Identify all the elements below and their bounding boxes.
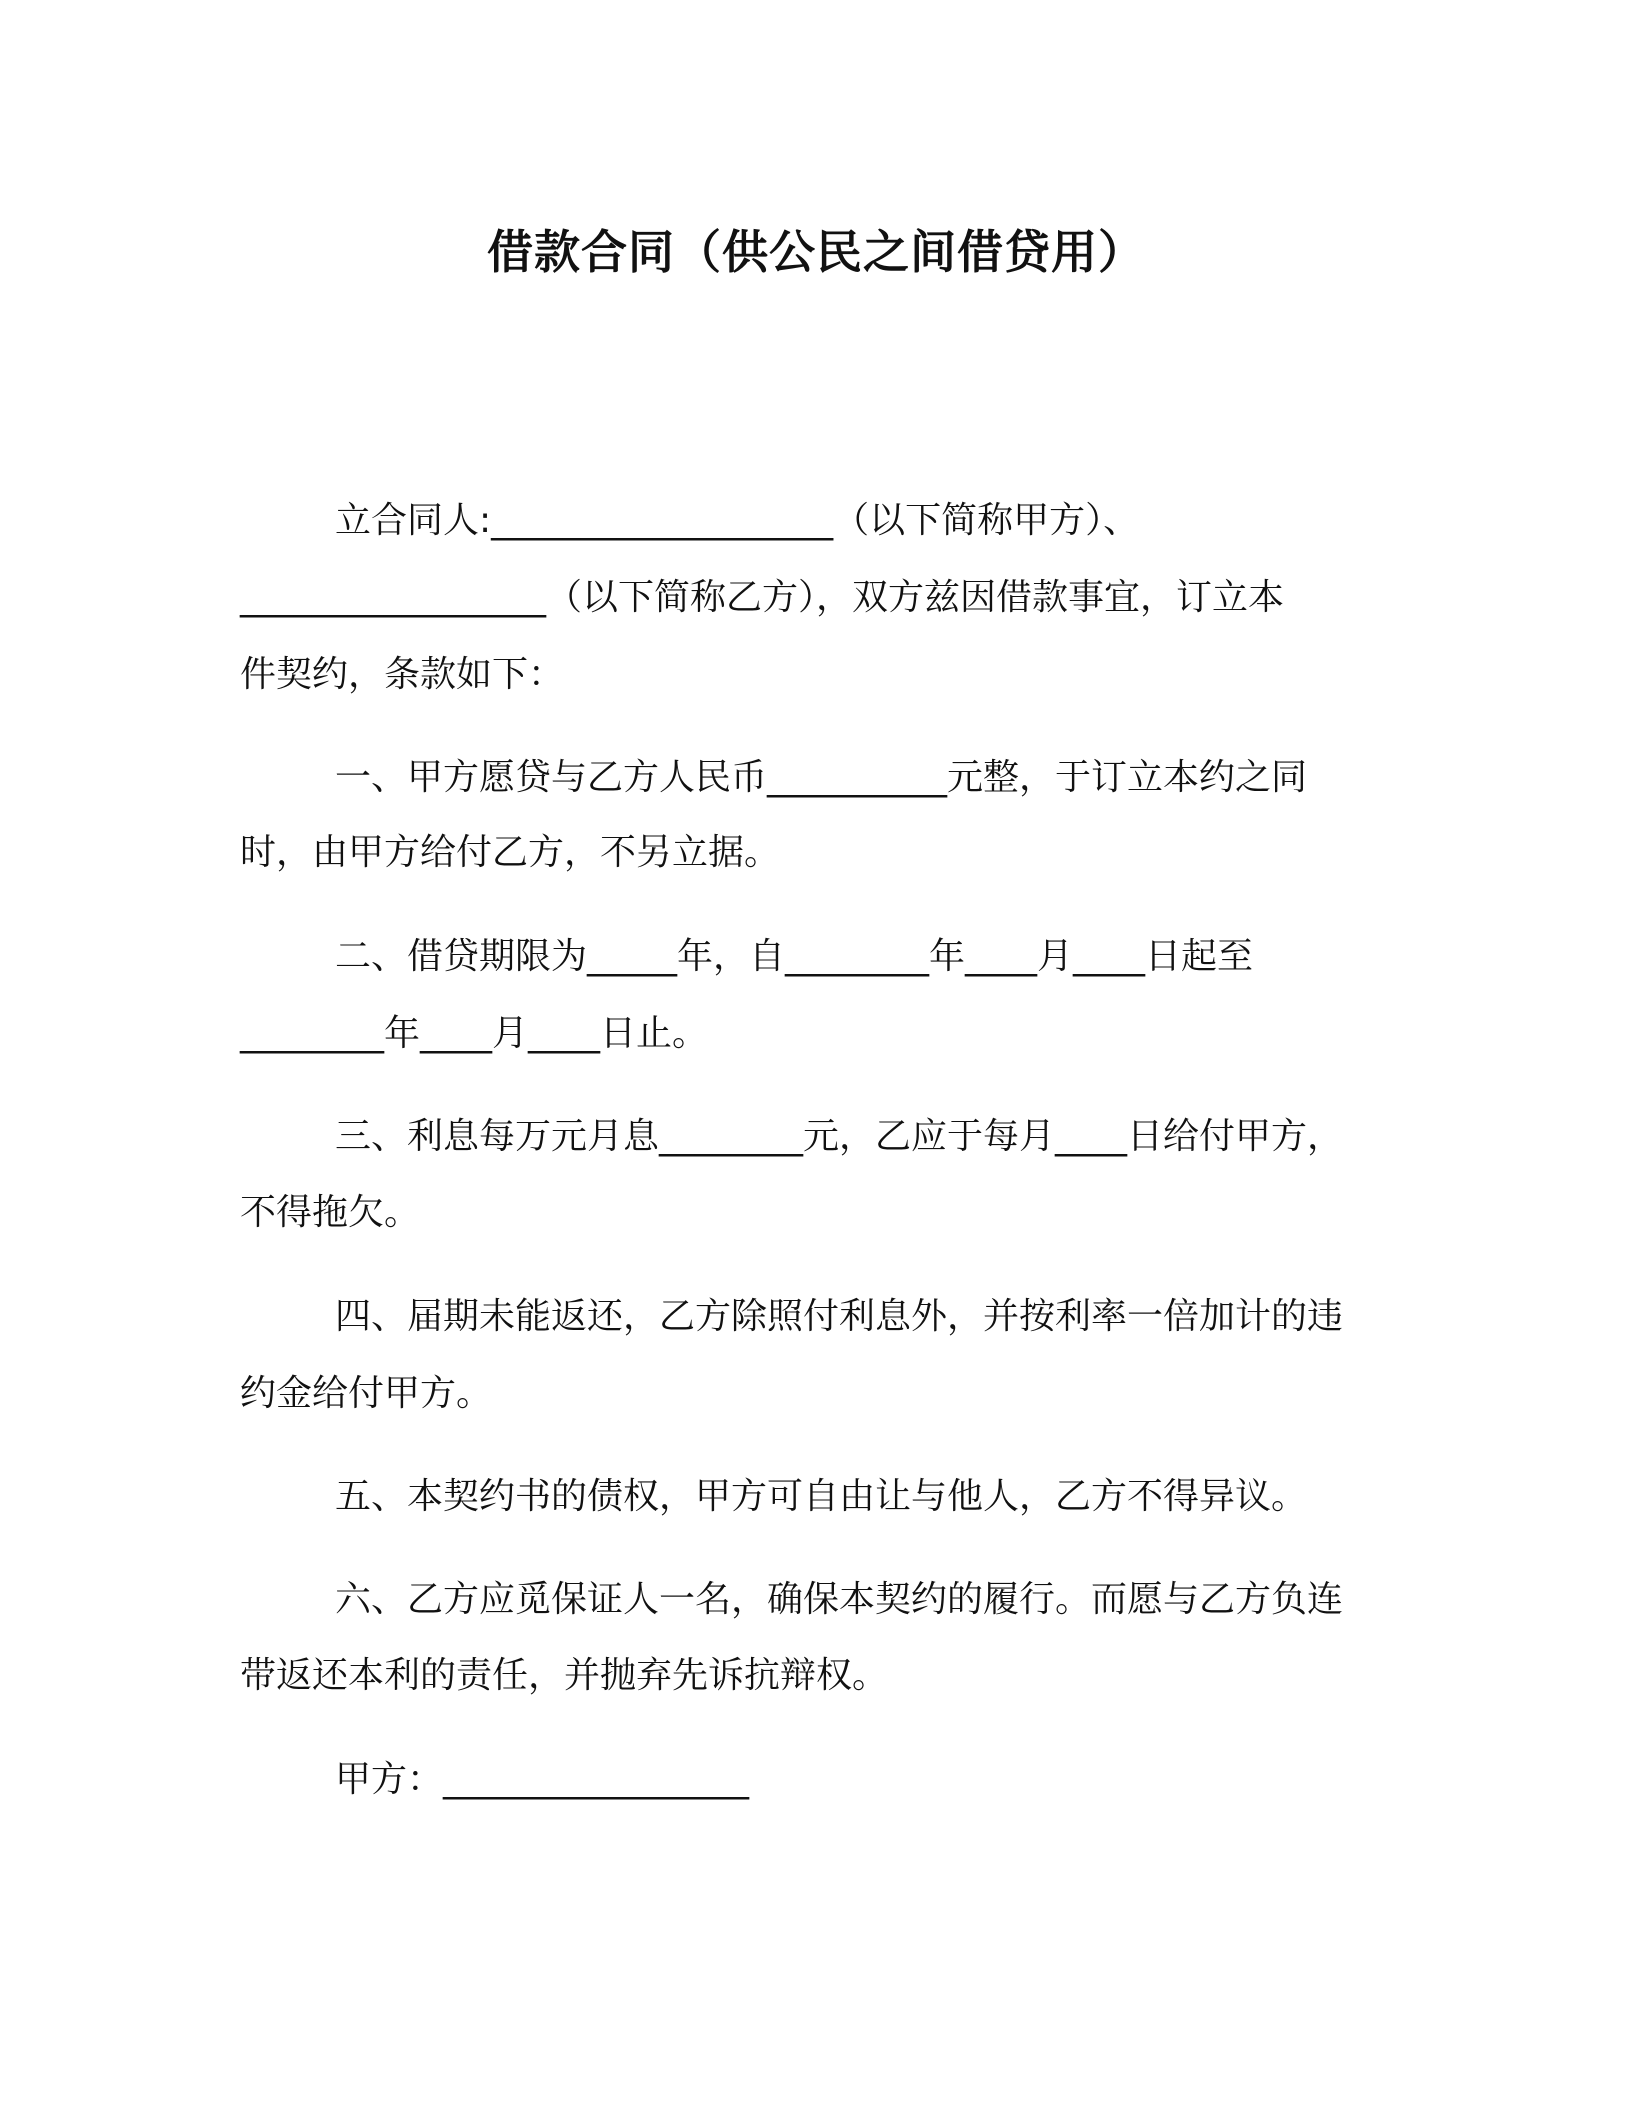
clause-4-line-2: 约金给付甲方。 [240,1373,493,1414]
clause-6-line-2: 带返还本利的责任，并抛弃先诉抗辩权。 [240,1655,889,1696]
clause-4-line-1: 四、届期未能返还，乙方除照付利息外，并按利率一倍加计的违 [335,1296,1344,1337]
clause-5-line-1: 五、本契约书的债权，甲方可自由让与他人，乙方不得异议。 [335,1476,1308,1517]
clause-1-line-1: 一、甲方愿贷与乙方人民币__________元整，于订立本约之同 [335,757,1308,798]
party-a-signature-line: 甲方：_________________ [335,1759,750,1800]
preamble-line-1: 立合同人:___________________（以下简称甲方）、 [335,500,1140,541]
clause-3-line-2: 不得拖欠。 [240,1192,421,1233]
clause-3-line-1: 三、利息每万元月息________元，乙应于每月____日给付甲方， [335,1116,1344,1157]
clause-6-line-1: 六、乙方应觅保证人一名，确保本契约的履行。而愿与乙方负连 [335,1579,1344,1620]
clause-2-line-2: ________年____月____日止。 [240,1013,709,1054]
document-title: 借款合同（供公民之间借贷用） [487,225,1145,279]
clause-2-line-1: 二、借贷期限为_____年，自________年____月____日起至 [335,936,1254,977]
preamble-line-3: 件契约，条款如下： [240,654,565,695]
preamble-line-2: _________________（以下简称乙方），双方兹因借款事宜，订立本 [240,577,1285,618]
clause-1-line-2: 时，由甲方给付乙方，不另立据。 [240,832,781,873]
